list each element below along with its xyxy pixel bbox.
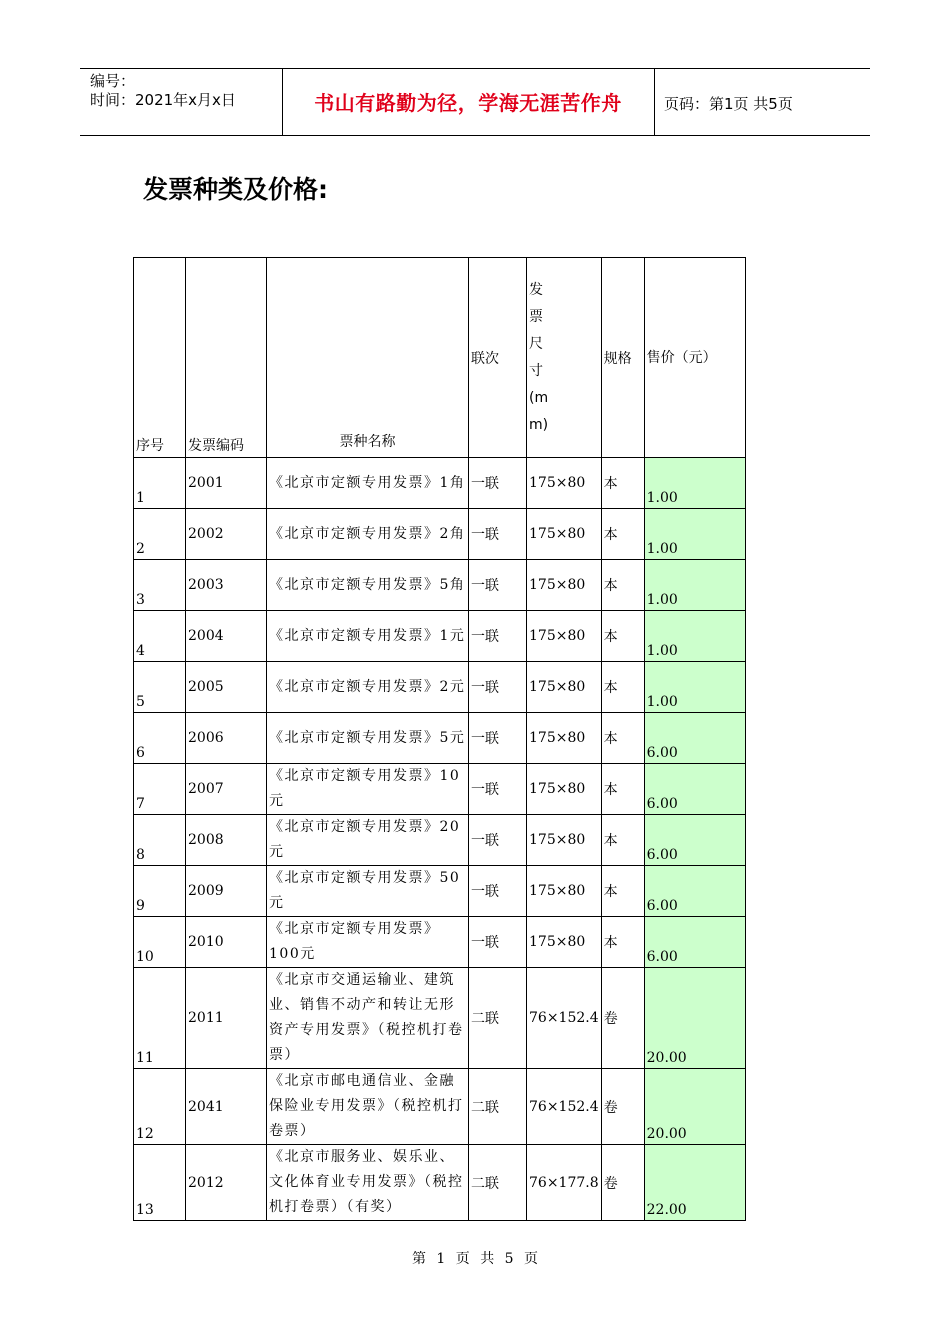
cell-spec: 卷 xyxy=(601,1145,644,1221)
cell-price: 6.00 xyxy=(644,713,745,764)
cell-seq: 12 xyxy=(134,1069,186,1145)
cell-name: 《北京市邮电通信业、金融保险业专用发票》（税控机打卷票） xyxy=(267,1069,469,1145)
cell-price: 1.00 xyxy=(644,611,745,662)
cell-copies: 一联 xyxy=(469,509,527,560)
cell-code: 2001 xyxy=(186,458,267,509)
cell-seq: 6 xyxy=(134,713,186,764)
cell-price: 20.00 xyxy=(644,1069,745,1145)
column-header-copies: 联次 xyxy=(469,258,527,458)
page-title: 发票种类及价格: xyxy=(143,175,328,204)
cell-size: 76×152.4 xyxy=(527,1069,602,1145)
cell-name: 《北京市定额专用发票》50元 xyxy=(267,866,469,917)
cell-name: 《北京市定额专用发票》10元 xyxy=(267,764,469,815)
table-row xyxy=(134,509,746,560)
column-header-name: 票种名称 xyxy=(267,258,469,458)
cell-spec: 卷 xyxy=(601,968,644,1069)
table-row xyxy=(134,866,746,917)
table-row xyxy=(134,662,746,713)
number-label: 编号： xyxy=(90,72,136,90)
cell-price: 6.00 xyxy=(644,866,745,917)
header-divider xyxy=(654,68,655,135)
cell-spec: 本 xyxy=(601,509,644,560)
cell-code: 2004 xyxy=(186,611,267,662)
cell-size: 76×152.4 xyxy=(527,968,602,1069)
column-header-code: 发票编码 xyxy=(186,258,267,458)
cell-size: 175×80 xyxy=(527,662,602,713)
cell-spec: 本 xyxy=(601,815,644,866)
cell-spec: 本 xyxy=(601,713,644,764)
table-row xyxy=(134,611,746,662)
cell-price: 6.00 xyxy=(644,815,745,866)
cell-seq: 7 xyxy=(134,764,186,815)
cell-name: 《北京市定额专用发票》1角 xyxy=(267,458,469,509)
cell-spec: 本 xyxy=(601,560,644,611)
cell-copies: 一联 xyxy=(469,917,527,968)
table-header-row xyxy=(134,258,746,458)
cell-code: 2002 xyxy=(186,509,267,560)
cell-size: 175×80 xyxy=(527,611,602,662)
cell-code: 2010 xyxy=(186,917,267,968)
cell-code: 2011 xyxy=(186,968,267,1069)
header-meta xyxy=(90,72,236,110)
cell-spec: 本 xyxy=(601,611,644,662)
cell-copies: 一联 xyxy=(469,764,527,815)
cell-seq: 3 xyxy=(134,560,186,611)
cell-code: 2008 xyxy=(186,815,267,866)
cell-copies: 一联 xyxy=(469,611,527,662)
table-row xyxy=(134,458,746,509)
cell-copies: 一联 xyxy=(469,560,527,611)
table-row xyxy=(134,764,746,815)
table-row xyxy=(134,815,746,866)
cell-size: 175×80 xyxy=(527,815,602,866)
cell-name: 《北京市定额专用发票》100元 xyxy=(267,917,469,968)
cell-size: 175×80 xyxy=(527,560,602,611)
cell-code: 2006 xyxy=(186,713,267,764)
table-row xyxy=(134,917,746,968)
cell-seq: 2 xyxy=(134,509,186,560)
cell-size: 175×80 xyxy=(527,764,602,815)
cell-code: 2005 xyxy=(186,662,267,713)
cell-spec: 本 xyxy=(601,866,644,917)
cell-size: 175×80 xyxy=(527,866,602,917)
cell-size: 76×177.8 xyxy=(527,1145,602,1221)
cell-spec: 本 xyxy=(601,458,644,509)
cell-size: 175×80 xyxy=(527,458,602,509)
cell-code: 2003 xyxy=(186,560,267,611)
cell-copies: 二联 xyxy=(469,1069,527,1145)
cell-seq: 13 xyxy=(134,1145,186,1221)
cell-name: 《北京市定额专用发票》2角 xyxy=(267,509,469,560)
cell-seq: 5 xyxy=(134,662,186,713)
cell-spec: 本 xyxy=(601,662,644,713)
column-header-spec: 规格 xyxy=(601,258,644,458)
cell-copies: 一联 xyxy=(469,662,527,713)
cell-name: 《北京市定额专用发票》20元 xyxy=(267,815,469,866)
cell-size: 175×80 xyxy=(527,713,602,764)
cell-spec: 卷 xyxy=(601,1069,644,1145)
table-row xyxy=(134,560,746,611)
cell-spec: 本 xyxy=(601,917,644,968)
cell-seq: 11 xyxy=(134,968,186,1069)
cell-copies: 二联 xyxy=(469,968,527,1069)
cell-price: 6.00 xyxy=(644,764,745,815)
cell-code: 2009 xyxy=(186,866,267,917)
cell-seq: 10 xyxy=(134,917,186,968)
column-header-size-text: 发票尺寸(mm) xyxy=(529,281,549,433)
cell-size: 175×80 xyxy=(527,917,602,968)
cell-spec: 本 xyxy=(601,764,644,815)
header-page-info: 页码：第1页 共5页 xyxy=(664,95,793,113)
page-footer: 第 1 页 共 5 页 xyxy=(411,1251,539,1267)
table-row xyxy=(134,1145,746,1221)
time-label: 时间：2021年x月x日 xyxy=(90,91,236,109)
table-row xyxy=(134,713,746,764)
cell-size: 175×80 xyxy=(527,509,602,560)
header-motto: 书山有路勤为径，学海无涯苦作舟 xyxy=(314,91,622,115)
column-header-seq: 序号 xyxy=(134,258,186,458)
cell-price: 1.00 xyxy=(644,458,745,509)
cell-seq: 4 xyxy=(134,611,186,662)
cell-copies: 一联 xyxy=(469,458,527,509)
invoice-price-table xyxy=(133,257,746,1221)
cell-name: 《北京市定额专用发票》5角 xyxy=(267,560,469,611)
cell-copies: 一联 xyxy=(469,713,527,764)
cell-seq: 9 xyxy=(134,866,186,917)
cell-name: 《北京市定额专用发票》1元 xyxy=(267,611,469,662)
table-row xyxy=(134,1069,746,1145)
cell-name: 《北京市定额专用发票》5元 xyxy=(267,713,469,764)
column-header-price: 售价（元） xyxy=(644,258,745,458)
cell-price: 1.00 xyxy=(644,509,745,560)
cell-name: 《北京市交通运输业、建筑业、销售不动产和转让无形资产专用发票》（税控机打卷票） xyxy=(267,968,469,1069)
cell-price: 6.00 xyxy=(644,917,745,968)
cell-copies: 二联 xyxy=(469,1145,527,1221)
cell-name: 《北京市服务业、娱乐业、文化体育业专用发票》（税控机打卷票）（有奖） xyxy=(267,1145,469,1221)
cell-seq: 1 xyxy=(134,458,186,509)
cell-code: 2012 xyxy=(186,1145,267,1221)
cell-price: 22.00 xyxy=(644,1145,745,1221)
column-header-size xyxy=(527,258,602,458)
cell-code: 2041 xyxy=(186,1069,267,1145)
cell-code: 2007 xyxy=(186,764,267,815)
cell-price: 20.00 xyxy=(644,968,745,1069)
cell-copies: 一联 xyxy=(469,866,527,917)
table-row xyxy=(134,968,746,1069)
header-bottom-rule xyxy=(80,135,870,136)
cell-name: 《北京市定额专用发票》2元 xyxy=(267,662,469,713)
cell-price: 1.00 xyxy=(644,560,745,611)
cell-price: 1.00 xyxy=(644,662,745,713)
cell-seq: 8 xyxy=(134,815,186,866)
cell-copies: 一联 xyxy=(469,815,527,866)
